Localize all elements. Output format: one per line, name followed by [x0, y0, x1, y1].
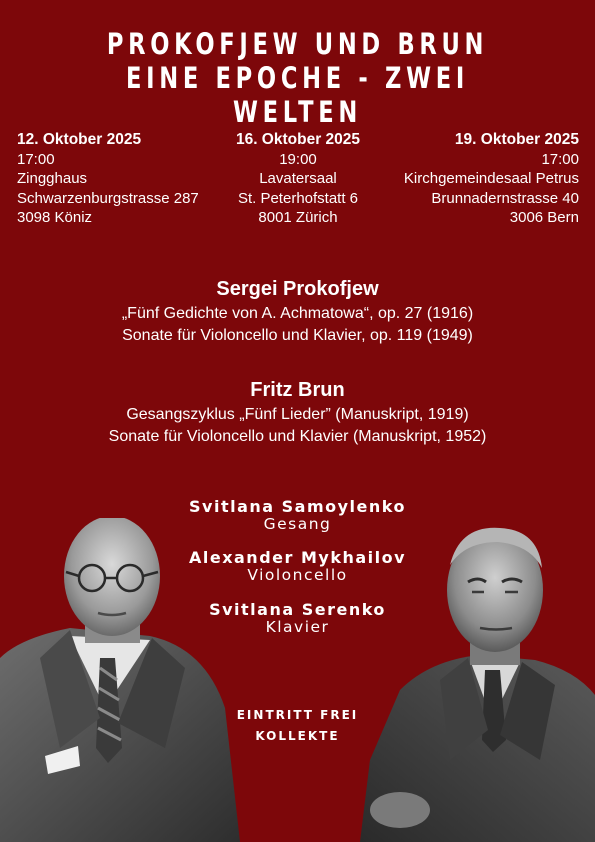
composer-name: Sergei Prokofjew: [216, 278, 379, 300]
performer-pianist: [0, 600, 595, 636]
composer-name: Fritz Brun: [250, 379, 345, 401]
work-title: Sonate für Violoncello und Klavier, op. 119 (1949): [122, 327, 473, 344]
work-title: „Fünf Gedichte von A. Achmatowa“, op. 27 (1916): [121, 305, 474, 322]
program-prokofjew: [0, 275, 595, 347]
work-title: Sonate für Violoncello und Klavier (Manuskript, 1952): [108, 428, 487, 445]
concert-street: Schwarzenburgstrasse 287: [17, 189, 199, 207]
performer-cellist: [0, 548, 595, 584]
concert-venue: Kirchgemeindesaal Petrus: [403, 170, 579, 187]
program-brun: [0, 376, 595, 448]
poster-title-line-1: PROKOFJEW UND BRUN: [106, 27, 489, 61]
work-title: Gesangszyklus „Fünf Lieder” (Manuskript, 1919): [126, 406, 469, 423]
concert-venue: Lavatersaal: [259, 170, 337, 187]
performer-role: Violoncello: [247, 566, 348, 584]
concert-date: 16. Oktober 2025: [235, 131, 361, 148]
concert-city: 8001 Zürich: [258, 209, 338, 226]
admission-collection: KOLLEKTE: [255, 729, 340, 743]
concert-zuerich: [198, 130, 398, 228]
concert-bern: [404, 130, 579, 228]
concert-date: 12. Oktober 2025: [17, 131, 142, 148]
performer-name: Svitlana Samoylenko: [189, 497, 406, 516]
concert-street: St. Peterhofstatt 6: [237, 189, 359, 207]
performer-singer: [0, 497, 595, 533]
performer-name: Alexander Mykhailov: [188, 548, 407, 567]
poster-title-line-2: EINE EPOCHE - ZWEI WELTEN: [126, 61, 469, 129]
concert-date: 19. Oktober 2025: [454, 131, 579, 148]
concert-city: 3006 Bern: [509, 209, 579, 226]
performer-name: Svitlana Serenko: [209, 600, 386, 619]
concert-city: 3098 Köniz: [17, 209, 93, 226]
admission-free: EINTRITT FREI: [236, 708, 359, 722]
concert-time: 19:00: [279, 150, 317, 168]
concert-venue: Zingghaus: [17, 170, 88, 187]
performer-role: Gesang: [263, 515, 332, 533]
performer-role: Klavier: [265, 618, 330, 636]
concert-koeniz: [17, 130, 199, 228]
concert-time: 17:00: [541, 150, 579, 168]
concert-street: Brunnadernstrasse 40: [431, 189, 579, 207]
concert-time: 17:00: [17, 150, 55, 168]
